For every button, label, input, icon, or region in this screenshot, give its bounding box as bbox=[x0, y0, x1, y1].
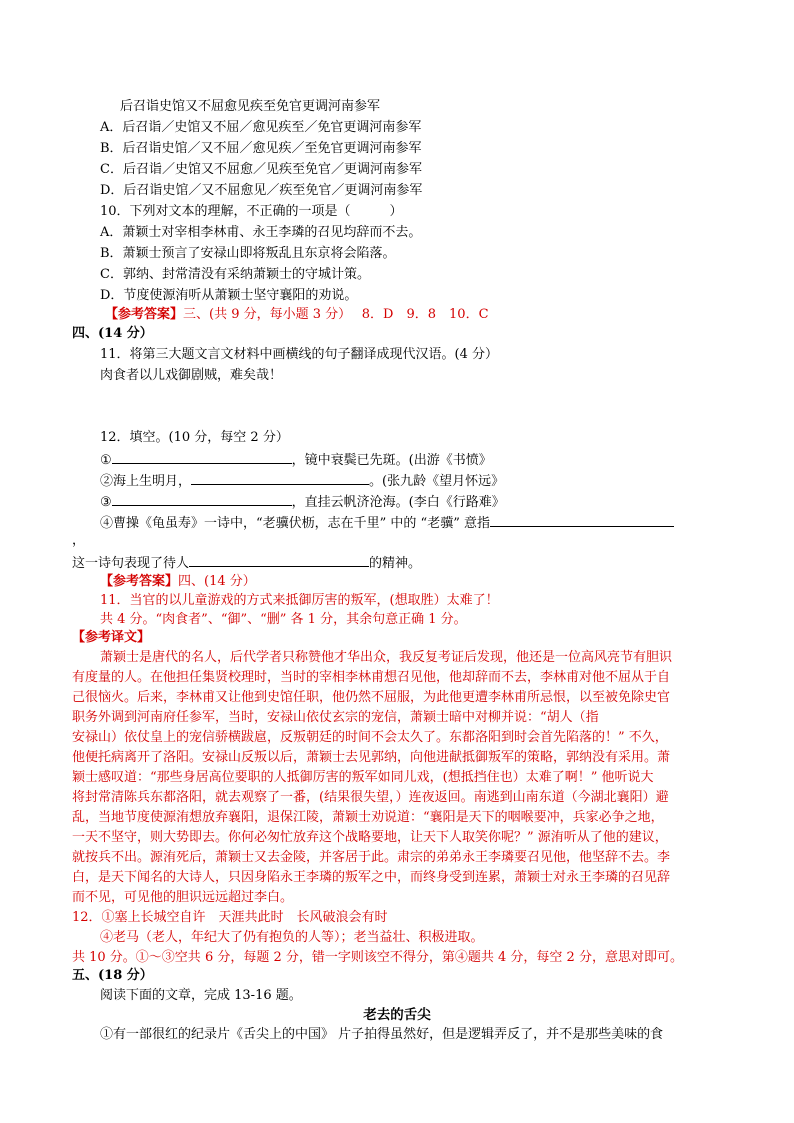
translation-line: 职务外调到河南府任参军，当时，安禄山依仗玄宗的宠信，萧颖士暗中对柳并说：“胡人（指 bbox=[72, 710, 599, 725]
q9-option-b: B．后召诣史馆／又不屈／愈见疾／至免官更调河南参军 bbox=[100, 141, 422, 156]
q9-option-c: C．后召诣／史馆又不屈愈／见疾至免官／更调河南参军 bbox=[100, 162, 422, 177]
blank-4b-line[interactable] bbox=[189, 552, 369, 567]
q9-option-d: D．后召诣史馆／又不屈愈见／疾至免官／更调河南参军 bbox=[100, 183, 423, 198]
q12-blank-3 bbox=[100, 491, 505, 513]
answer-section-3 bbox=[105, 305, 489, 325]
section-4-heading: 四、(14 分） bbox=[72, 326, 153, 341]
blank-4-prefix: ④曹操《龟虽寿》一诗中，“老骥伏枥，志在千里” 中的 “老骥” 意指 bbox=[100, 516, 490, 531]
blank-1-suffix: ，镜中衰鬓已先斑。(出游《书愤》 bbox=[291, 453, 492, 468]
q10-option-b: B．萧颖士预言了安禄山即将叛乱且东京将会陷落。 bbox=[100, 246, 396, 261]
q11-sentence: 肉食者以儿戏御剧贼，难矣哉！ bbox=[100, 368, 283, 383]
answer-section-4-heading bbox=[100, 572, 256, 592]
answer-12-line-3: 共 10 分。①～③空共 6 分，每题 2 分，错一字则该空不得分，第④题共 4 分，每空 2 分，意思对即可。 bbox=[72, 950, 683, 965]
translation-line: 颖士感叹道：“那些身居高位要职的人抵御厉害的叛军如同儿戏，(想抵挡住也）太难了啊！” 他听说大 bbox=[72, 770, 654, 785]
answer-tag: 【参考答案】 bbox=[105, 307, 184, 322]
answer-12-line-2: ④老马（老人，年纪大了仍有抱负的人等）；老当益壮、积极进取。 bbox=[100, 930, 484, 945]
answer-12-line-1: 12．①塞上长城空自许 天涯共此时 长风破浪会有时 bbox=[72, 910, 388, 925]
blank-3-line[interactable] bbox=[112, 491, 292, 506]
blank-1-line[interactable] bbox=[112, 449, 292, 464]
blank-3-prefix: ③ bbox=[100, 495, 112, 510]
blank-2-line[interactable] bbox=[191, 470, 369, 485]
q10-stem: 10．下列对文本的理解，不正确的一项是（ ） bbox=[100, 204, 403, 219]
translation-line: 将封常清陈兵东都洛阳，就去观察了一番，(结果很失望，）连夜返回。南逃到山南东道（今湖北襄阳）避 bbox=[72, 790, 669, 805]
translation-tag: 【参考译文】 bbox=[72, 630, 151, 645]
q10-option-c: C．郭纳、封常清没有采纳萧颖士的守城计策。 bbox=[100, 267, 370, 282]
answer-11: 11．当官的以儿童游戏的方式来抵御厉害的叛军，(想取胜）太难了！ bbox=[100, 593, 499, 608]
q12-blank-2 bbox=[100, 470, 504, 492]
article-title: 老去的舌尖 bbox=[363, 1007, 431, 1023]
answer-heading: 四、(14 分） bbox=[178, 574, 256, 589]
blank-4b-prefix: 这一诗句表现了待人 bbox=[72, 556, 190, 571]
answer-text: 三、(共 9 分，每小题 3 分） 8．D 9．8 10．C bbox=[183, 307, 489, 322]
blank-1-prefix: ① bbox=[100, 453, 112, 468]
q12-blank-4b bbox=[72, 552, 421, 574]
blank-4-line[interactable] bbox=[490, 512, 674, 527]
section-5-heading: 五、(18 分） bbox=[72, 968, 153, 983]
translation-line: 白，是天下闻名的大诗人，只因身陷永王李璘的叛军之中，而终身受到连累，萧颖士对永王李璘的召见辞 bbox=[72, 870, 671, 885]
answer-11-note: 共 4 分。“肉食者”、“御”、“删” 各 1 分，其余句意正确 1 分。 bbox=[100, 612, 467, 627]
article-paragraph-1: ①有一部很红的纪录片《舌尖上的中国》 片子拍得虽然好，但是逻辑弄反了，并不是那些美味的食 bbox=[100, 1027, 664, 1042]
q10-option-a: A．萧颖士对宰相李林甫、永王李璘的召见均辞而不去。 bbox=[100, 225, 422, 240]
blank-4b-suffix: 的精神。 bbox=[369, 556, 422, 571]
translation-line: 有度量的人。在他担任集贤校理时，当时的宰相李林甫想召见他，他却辞而不去，李林甫对他不屈从于自 bbox=[72, 670, 671, 685]
q12-blank-4 bbox=[100, 512, 674, 534]
translation-line: 萧颖士是唐代的名人，后代学者只称赞他才华出众，我反复考证后发现，他还是一位高风亮节有胆识 bbox=[100, 650, 673, 665]
translation-line: 他便托病离开了洛阳。安禄山反叛以后，萧颖士去见郭纳，向他进献抵御叛军的策略，郭纳没有采用。萧 bbox=[72, 750, 671, 765]
blank-2-prefix: ②海上生明月， bbox=[100, 474, 192, 489]
translation-line: 而不见，可见他的胆识远远超过李白。 bbox=[72, 890, 294, 905]
translation-line: 己很恼火。后来，李林甫又让他到史馆任职，他仍然不屈服，为此他更遭李林甫所忌恨，以至被免除史官 bbox=[72, 690, 671, 705]
translation-line: 安禄山）依仗皇上的宠信骄横跋扈，反叛朝廷的时间不会太久了。东都洛阳到时会首先陷落的！” 不久， bbox=[72, 730, 668, 745]
section-5-instruction: 阅读下面的文章，完成 13-16 题。 bbox=[100, 988, 302, 1003]
q11-stem: 11．将第三大题文言文材料中画横线的句子翻译成现代汉语。(4 分） bbox=[100, 347, 499, 362]
translation-line: 一天不坚守，则大势即去。你何必匆忙放弃这个战略要地，让天下人取笑你呢？” 源洧听从了他的建议， bbox=[72, 830, 668, 845]
answer-tag: 【参考答案】 bbox=[100, 574, 179, 589]
blank-2-suffix: 。(张九龄《望月怀远》 bbox=[369, 474, 505, 489]
q10-option-d: D．节度使源洧听从萧颖士坚守襄阳的劝说。 bbox=[100, 288, 358, 303]
q9-stem: 后召诣史馆又不屈愈见疾至免官更调河南参军 bbox=[120, 99, 381, 114]
q12-stem: 12．填空。(10 分，每空 2 分） bbox=[100, 430, 289, 445]
q9-option-a: A．后召诣／史馆又不屈／愈见疾至／免官更调河南参军 bbox=[100, 120, 422, 135]
q12-blank-1 bbox=[100, 449, 492, 471]
translation-line: 就按兵不出。源洧死后，萧颖士又去金陵，并客居于此。肃宗的弟弟永王李璘要召见他，他坚辞不去。李 bbox=[72, 850, 671, 865]
translation-line: 乱，当地节度使源洧想放弃襄阳，退保江陵，萧颖士劝说道：“襄阳是天下的咽喉要冲，兵家必争之地， bbox=[72, 810, 664, 825]
blank-3-suffix: ，直挂云帆济沧海。(李白《行路难》 bbox=[291, 495, 505, 510]
blank-4-comma: ， bbox=[72, 533, 86, 548]
